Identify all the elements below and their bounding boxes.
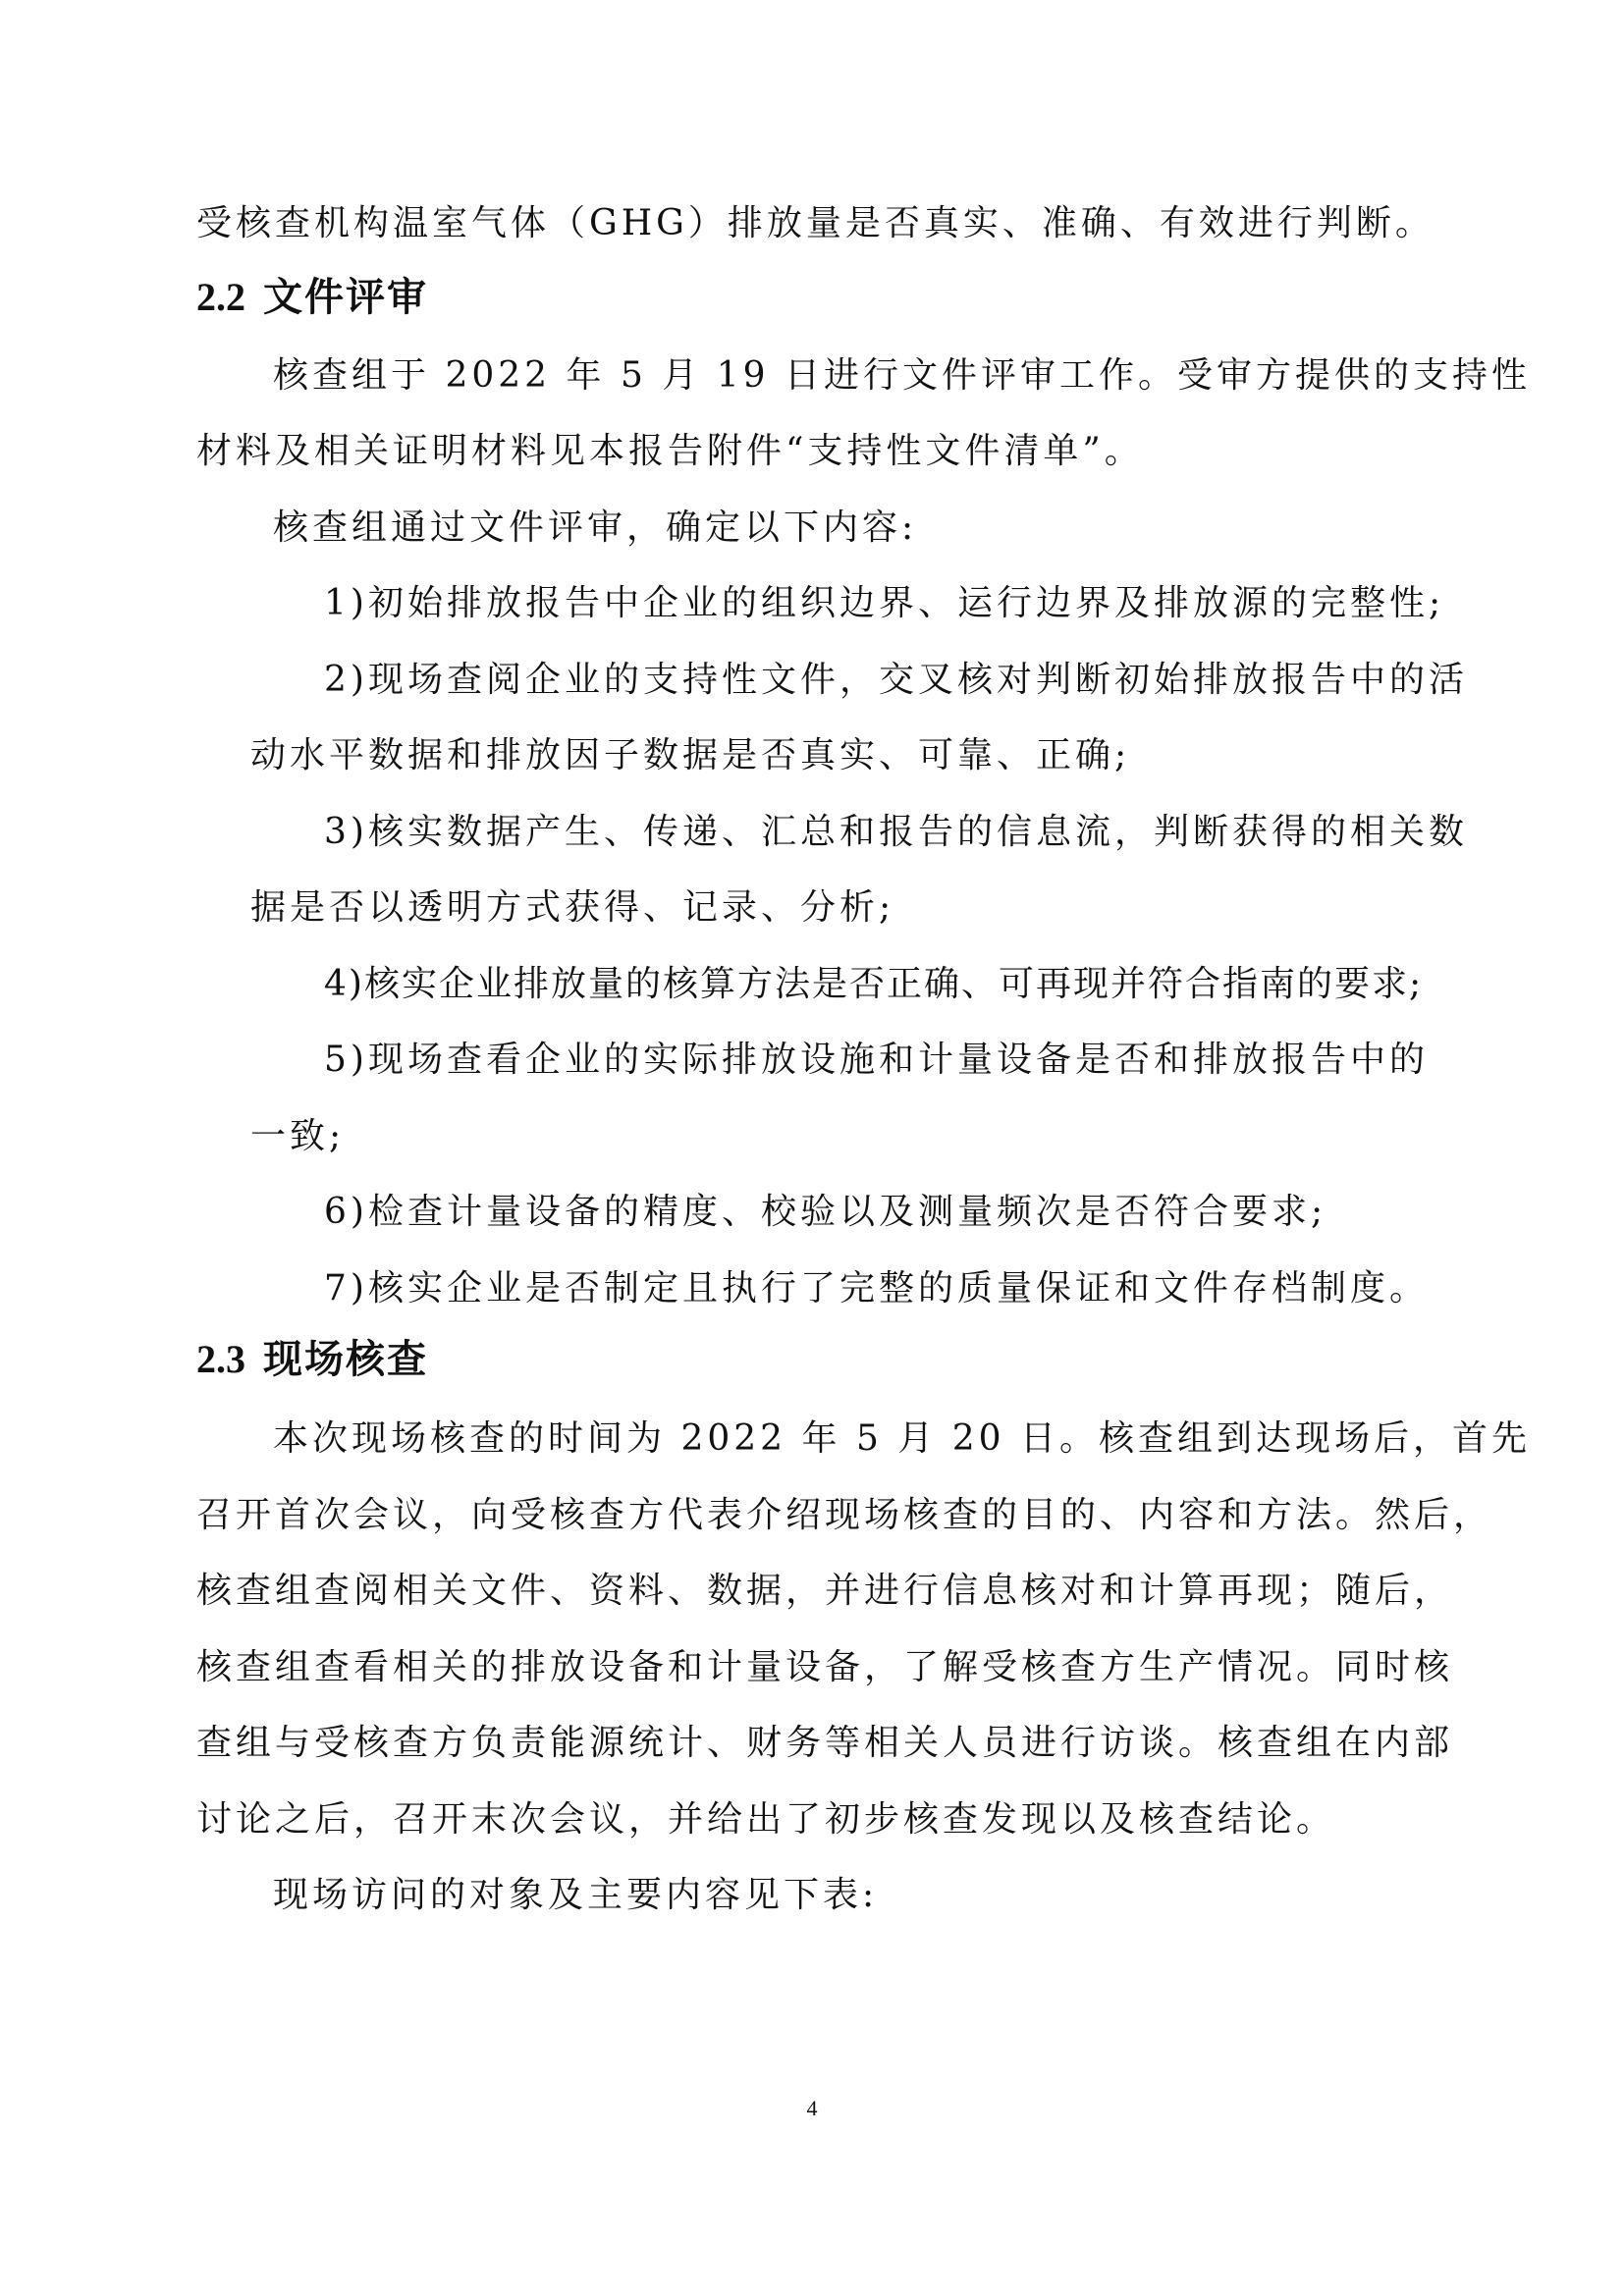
paragraph-line: 现场访问的对象及主要内容见下表: (273, 1875, 879, 1915)
paragraph-line: 材料及相关证明材料见本报告附件“支持性文件清单”。 (196, 431, 1144, 471)
paragraph-line: 查组与受核查方负责能源统计、财务等相关人员进行访谈。核查组在内部 (196, 1723, 1454, 1763)
list-item-line: 动水平数据和排放因子数据是否真实、可靠、正确; (250, 735, 1131, 775)
section-title: 文件评审 (263, 275, 428, 320)
section-title: 现场核查 (263, 1337, 428, 1382)
paragraph-line: 召开首次会议，向受核查方代表介绍现场核查的目的、内容和方法。然后， (196, 1495, 1493, 1535)
section-heading-2-3 (196, 1337, 428, 1382)
paragraph-line: 核查组查看相关的排放设备和计量设备，了解受核查方生产情况。同时核 (196, 1647, 1454, 1687)
list-item-line: 4)核实企业排放量的核算方法是否正确、可再现并符合指南的要求; (324, 964, 1424, 1004)
list-item-line: 3)核实数据产生、传递、汇总和报告的信息流，判断获得的相关数 (324, 812, 1468, 852)
paragraph-line: 本次现场核查的时间为 2022 年 5 月 20 日。核查组到达现场后，首先 (273, 1418, 1531, 1459)
paragraph-line: 核查组通过文件评审，确定以下内容: (273, 507, 918, 548)
list-item-line: 6)检查计量设备的精度、校验以及测量频次是否符合要求; (324, 1192, 1327, 1232)
paragraph-line: 讨论之后，召开末次会议，并给出了初步核查发现以及核查结论。 (196, 1799, 1336, 1840)
list-item-line: 7)核实企业是否制定且执行了完整的质量保证和文件存档制度。 (324, 1268, 1429, 1308)
list-item-line: 1)初始排放报告中企业的组织边界、运行边界及排放源的完整性; (324, 583, 1445, 623)
list-item-line: 2)现场查阅企业的支持性文件，交叉核对判断初始排放报告中的活 (324, 660, 1468, 700)
list-item-line: 据是否以透明方式获得、记录、分析; (250, 887, 895, 928)
paragraph-line: 核查组于 2022 年 5 月 19 日进行文件评审工作。受审方提供的支持性 (273, 355, 1531, 396)
section-number: 2.3 (196, 1337, 245, 1381)
list-item-line: 一致; (250, 1116, 346, 1156)
section-number: 2.2 (196, 275, 245, 319)
section-heading-2-2 (196, 275, 428, 320)
page-number: 4 (806, 2096, 818, 2120)
list-item-line: 5)现场查看企业的实际排放设施和计量设备是否和排放报告中的 (324, 1040, 1429, 1080)
paragraph-line: 核查组查阅相关文件、资料、数据，并进行信息核对和计算再现；随后， (196, 1571, 1454, 1611)
intro-line: 受核查机构温室气体（GHG）排放量是否真实、准确、有效进行判断。 (196, 203, 1435, 243)
